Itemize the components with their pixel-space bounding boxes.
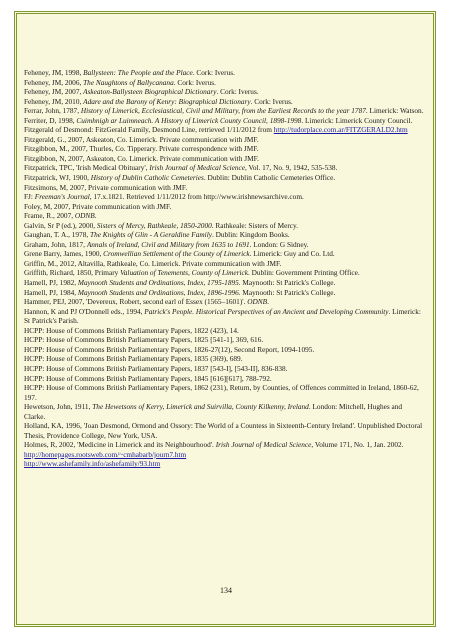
entry-text: Gaughan, T. A., 1978, [24,230,91,240]
entry-text: Feheney, JM, 2007, [24,87,84,97]
entry-link[interactable]: http://homepages.rootsweb.com/~cmhabarb/journ7.htm [24,449,187,459]
bibliography-entry [24,116,424,126]
bibliography-entry [24,364,424,374]
entry-text: . Cork: Iverus. [173,77,216,87]
bibliography-entry [24,240,424,250]
bibliography-list [24,68,424,469]
entry-text: . Cork: Iverus. [250,96,293,106]
entry-text: . Rathkeale: Sisters of Mercy. [211,220,299,230]
entry-text: Fitzgerald of Desmond: FitzGerald Family, Desmond Line, retrieved 1/11/2012 from [24,125,274,135]
entry-title: Askeaton-Ballysteen Biographical Dictionary [83,87,217,97]
bibliography-entry [24,268,424,278]
entry-text: HCPP: House of Commons British Parliamentary Papers, 1862 (231), Return, by Counties, of Offences committed in Ireland, 1860-62, 197. [24,383,419,402]
bibliography-entry [24,211,424,221]
entry-title: The Knights of Glin - A Geraldine Family [90,230,212,240]
bibliography-entry [24,307,424,326]
bibliography-entry [24,202,424,212]
entry-text: Graham, John, 1817, [24,239,87,249]
entry-title: Adare and the Barony of Kenry: Biographical Dictionary [83,96,251,106]
entry-title: Maynooth Students and Ordinations, Index, 1896-1996 [77,287,239,297]
entry-text: Frame, R., 2007, [24,211,75,221]
entry-text: Ferriter, D, 1998, [24,115,77,125]
entry-text: HCPP: House of Commons British Parliamentary Papers, 1835 (369), 689. [24,354,243,364]
bibliography-entry [24,144,424,154]
entry-text: Hewetson, John, 1911, [24,402,93,412]
entry-text: Hannon, K and PJ O'Donnell eds., 1994, [24,306,145,316]
entry-title: Annals of Ireland, Civil and Military from 1635 to 1691 [86,239,250,249]
entry-text: . Cork: Iverus. [216,87,259,97]
entry-text: Fitzgibbon, M., 2007, Thurles, Co. Tipperary. Private correspondence with JMF. [24,144,259,154]
entry-link[interactable]: http://tudorplace.com.ar/FITZGERALD2.htm [273,125,408,135]
entry-text: Fitzpatrick, TPC, 'Irish Medical Obituary', [24,163,150,173]
entry-text: Fitzgibbon, N, 2007, Askeaton, Co. Limerick. Private communication with JMF. [24,153,259,163]
entry-text: , Volume 171, No. 1, Jan. 2002. [311,440,404,450]
entry-text: HCPP: House of Commons British Parliamentary Papers, 1845 [616][617], 788-792. [24,373,272,383]
entry-title: Freeman's Journal [34,192,90,202]
bibliography-entry [24,383,424,402]
entry-text: , Vol. 17, No. 9, 1942, 535-538. [244,163,338,173]
entry-text: HCPP: House of Commons British Parliamentary Papers, 1837 [543-I], [543-II], 836-838. [24,363,288,373]
entry-title: Valuation of Tenements, County of Limerick [120,268,248,278]
bibliography-entry [24,106,424,116]
bibliography-entry [24,97,424,107]
entry-title: History of Dublin Catholic Cemeteries [90,173,204,183]
entry-title: Cuimhnigh ar Luimneach. A History of Limerick County Council, 1898-1998 [76,115,302,125]
entry-title: Patrick's People. Historical Perspectives of an Ancient and Developing Community [144,306,389,316]
bibliography-entry [24,450,424,460]
bibliography-entry [24,192,424,202]
entry-text: . Limerick: Limerick County Council. [301,115,413,125]
entry-title: Irish Journal of Medical Science [149,163,245,173]
bibliography-entry [24,326,424,336]
entry-text: Griffith, Richard, 1850, Primary [24,268,121,278]
bibliography-entry [24,221,424,231]
entry-text: . Dublin: Kingdom Books. [211,230,290,240]
entry-text: Hamell, PJ, 1984, [24,287,78,297]
entry-text: Holmes, R, 2002, 'Medicine in Limerick and its Neighbourhood'. [24,440,216,450]
entry-text: . Limerick: Watson. [365,106,424,116]
entry-text: Foley, M, 2007, Private communication with JMF. [24,201,172,211]
page-number: 134 [220,586,232,595]
entry-text: . [94,211,97,221]
entry-title: Sisters of Mercy, Rathkeale, 1850-2000 [96,220,212,230]
bibliography-entry [24,163,424,173]
entry-text: HCPP: House of Commons British Parliamentary Papers, 1825 [541-1], 369, 616. [24,335,264,345]
entry-text: FJ: [24,192,35,202]
entry-text: Fitzpatrick, WJ, 1900, [24,173,91,183]
entry-link[interactable]: http://www.ashefamily.info/ashefamily/93.htm [24,459,161,469]
entry-title: Ballysteen: The People and the Place [83,68,193,77]
bibliography-entry [24,278,424,288]
bibliography-entry [24,125,424,135]
entry-text: . Maynooth: St Patrick's College. [238,278,336,288]
entry-text: . Maynooth: St Patrick's College. [238,287,336,297]
entry-title: ODNB [247,297,268,307]
entry-text: Feheney, JM, 2006, [24,77,84,87]
entry-text: . Cork: Iverus. [192,68,235,77]
entry-title: Irish Journal of Medical Science [215,440,312,450]
entry-title: The Hewetsons of Kerry, Limerick and Suirvilla, County Kilkenny, Ireland [92,402,309,412]
entry-text: Hamell, PJ, 1982, [24,278,78,288]
bibliography-entry [24,440,424,450]
entry-title: Cromwellian Settlement of the County of Limerick [103,249,250,259]
bibliography-entry [24,297,424,307]
bibliography-entry [24,288,424,298]
entry-text: Fitzgerald, G., 2007, Askeaton, Co. Limerick. Private communication with JMF. [24,134,259,144]
bibliography-entry [24,249,424,259]
entry-text: Galvin, Sr P (ed.), 2000, [24,220,97,230]
entry-text: . London: G Sidney. [249,239,309,249]
entry-text: HCPP: House of Commons British Parliamentary Papers, 1822 (423), 14. [24,325,239,335]
entry-title: ODNB [74,211,95,221]
entry-text: HCPP: House of Commons British Parliamentary Papers, 1826-27(12), Second Report, 1094-1095. [24,344,315,354]
bibliography-entry [24,173,424,183]
entry-text: Ferrar, John, 1787, [24,106,81,116]
entry-text: Holland, KA, 1996, 'Joan Desmond, Ormond and Ossory: The World of a Countess in Sixteenth-Century Ireland'. Unpublished Doctoral Thesis, Providence College, New York, USA. [24,421,423,440]
bibliography-entry [24,78,424,88]
bibliography-entry [24,354,424,364]
entry-text: . [267,297,269,307]
bibliography-entry [24,87,424,97]
bibliography-entry [24,230,424,240]
bibliography-entry [24,183,424,193]
bibliography-entry [24,402,424,421]
entry-text: Fitzsimons, M, 2007, Private communication with JMF. [24,182,188,192]
entry-text: Grene Barry, James, 1900, [24,249,104,259]
bibliography-entry [24,154,424,164]
entry-text: Hammer, PEJ, 2007, 'Devereux, Robert, second earl of Essex (1565–1601)'. [24,297,248,307]
bibliography-entry [24,335,424,345]
entry-text: . Limerick: Guy and Co. Ltd. [249,249,335,259]
bibliography-entry [24,421,424,440]
entry-text: . Dublin: Dublin Catholic Cemeteries Office. [203,173,336,183]
entry-title: History of Limerick, Ecclesiastical, Civil and Military, from the Earliest Records to the year 1787 [80,106,366,116]
bibliography-entry [24,345,424,355]
entry-text: Griffin, M., 2012, Altavilla, Rathkeale, Co. Limerick. Private communication with JMF. [24,258,282,268]
entry-text: Feheney, JM, 1998, [24,68,84,77]
entry-text: . London: Mitchell, Hughes and Clarke. [24,402,403,421]
bibliography-entry [24,135,424,145]
bibliography-entry [24,374,424,384]
entry-text: Feheney, JM, 2010, [24,96,84,106]
bibliography-entry [24,459,424,469]
entry-text: , 17.x.1821. Retrieved 1/11/2012 from http://www.irishnewsarchive.com. [89,192,304,202]
entry-text: . Limerick: St Patrick's Parish. [24,306,421,326]
bibliography-entry [24,259,424,269]
entry-title: Maynooth Students and Ordinations, Index, 1795-1895 [77,278,239,288]
entry-text: . Dublin: Government Printing Office. [247,268,360,278]
bibliography-entry [24,68,424,78]
entry-title: The Naughtons of Ballycanana [83,77,174,87]
